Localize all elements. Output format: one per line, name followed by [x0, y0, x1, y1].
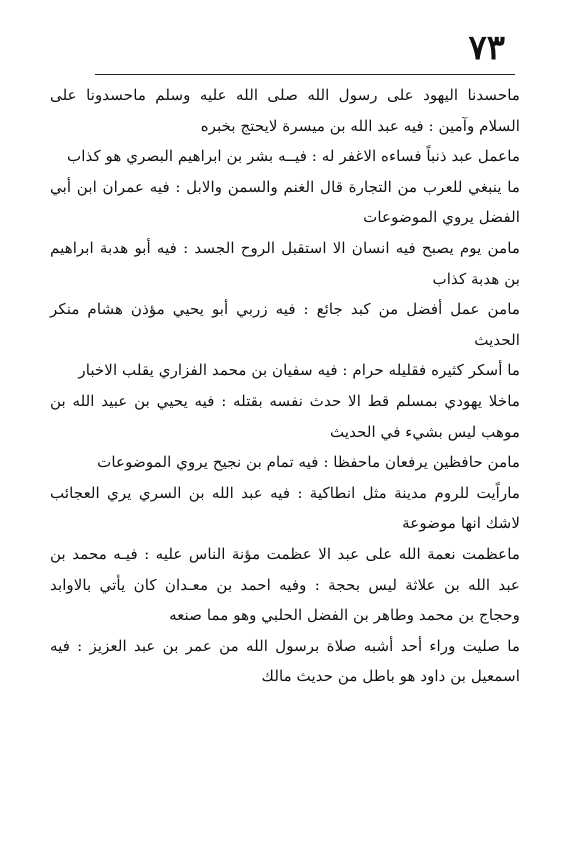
- page-number: ٧٣: [468, 28, 505, 68]
- entry-8: مامن حافظين يرفعان ماحفظا : فيه تمام بن نجيح يروي الموضوعات: [97, 453, 520, 472]
- entry-5: مامن عمل أفضل من كبد جائع : فيه زربي أبو يحيي مؤذن هشام منكر الحديث: [50, 300, 520, 349]
- entry-1: ماحسدنا اليهود على رسول الله صلى الله عليه وسلم ماحسدونا على السلام وآمين : فيه عبد الله بن ميسرة لايحتج بخبره: [50, 86, 520, 135]
- header-rule: [95, 74, 515, 75]
- entry-7: ماخلا يهودي بمسلم قط الا حدث نفسه بقتله : فيه يحيي بن عبيد الله بن موهب ليس بشيء في الحديث: [50, 391, 520, 441]
- entry-2: ماعمل عبد ذنباً فساءه الاغفر له : فيــه بشر بن ابراهيم البصري هو كذاب: [66, 147, 520, 166]
- entry-3: ما ينبغي للعرب من التجارة قال الغنم والسمن والابل : فيه عمران ابن أبي الفضل يروي الموضوعات: [50, 177, 520, 227]
- entry-9: ماراًيت للروم مدينة مثل انطاكية : فيه عبد الله بن السري يري العجائب لاشك انها موضوعة: [50, 483, 520, 533]
- entry-4: مامن يوم يصبح فيه انسان الا استقبل الروح الجسد : فيه أبو هدبة ابراهيم بن هدبة كذاب: [50, 238, 520, 288]
- page-body: [50, 80, 520, 692]
- entry-11: ما صليت وراء أحد أشبه صلاة برسول الله من عمر بن عبد العزيز : فيه اسمعيل بن داود هو باطل من حديث مالك: [50, 636, 520, 686]
- entry-6: ما أسكر كثيره فقليله حرام : فيه سفيان بن محمد الفزاري يقلب الاخبار: [78, 361, 520, 380]
- entry-10: ماعظمت نعمة الله على عبد الا عظمت مؤنة الناس عليه : فيـه محمد بن عبد الله بن علاثة ليس بحجة : وفيه احمد بن معـدان كان يأتي بالاوابد وحجاج بن محمد وطاهر بن الفضل الحلبي وهو مما صنعه: [50, 544, 520, 625]
